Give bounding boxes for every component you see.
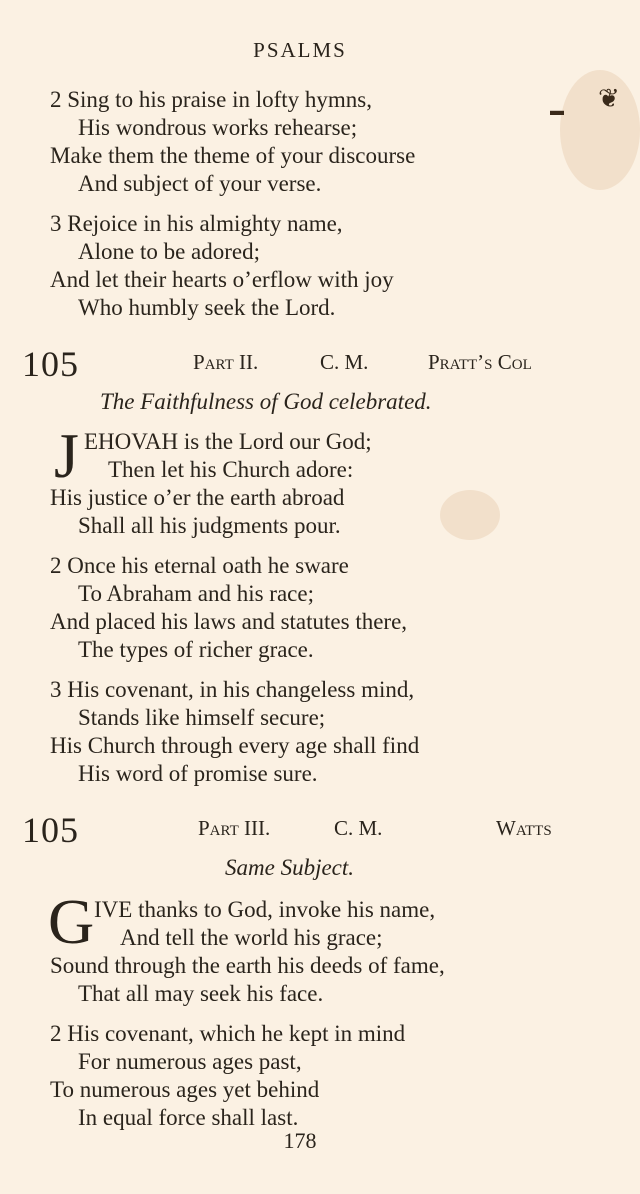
verse-line: And subject of your verse. bbox=[78, 171, 322, 196]
drop-capital: G bbox=[48, 886, 95, 957]
running-head: PSALMS bbox=[253, 38, 347, 62]
verse-line: IVE thanks to God, invoke his name, bbox=[94, 897, 436, 922]
verse-line: And placed his laws and statutes there, bbox=[50, 609, 408, 634]
verse-line: Alone to be adored; bbox=[78, 239, 261, 264]
hymn-subtitle: Same Subject. bbox=[225, 855, 355, 880]
verse-line: 2 Sing to his praise in lofty hymns, bbox=[50, 87, 372, 112]
verse-line: Then let his Church adore: bbox=[108, 457, 354, 482]
hymn-subtitle: The Faithfulness of God celebrated. bbox=[100, 389, 432, 414]
verse-line: The types of richer grace. bbox=[78, 637, 314, 662]
ink-blot: ❦ bbox=[598, 84, 620, 113]
hymn-author: Pratt’s Col bbox=[428, 350, 532, 374]
verse-line: In equal force shall last. bbox=[78, 1105, 299, 1130]
verse-line: His Church through every age shall find bbox=[50, 733, 420, 758]
verse-line: EHOVAH is the Lord our God; bbox=[84, 429, 372, 454]
verse-line: Make them the theme of your discourse bbox=[50, 143, 416, 168]
verse-line: Who humbly seek the Lord. bbox=[78, 295, 336, 320]
verse-line: That all may seek his face. bbox=[78, 981, 324, 1006]
verse-line: His word of promise sure. bbox=[78, 761, 318, 786]
verse-line: His justice o’er the earth abroad bbox=[50, 485, 345, 510]
page-number: 178 bbox=[283, 1128, 317, 1153]
verse-line: 3 Rejoice in his almighty name, bbox=[50, 211, 343, 236]
verse-line: To numerous ages yet behind bbox=[50, 1077, 320, 1102]
hymn-number: 105 bbox=[22, 810, 79, 850]
hymn-author: Watts bbox=[496, 816, 552, 840]
verse-line: Shall all his judgments pour. bbox=[78, 513, 341, 538]
verse-line: 2 His covenant, which he kept in mind bbox=[50, 1021, 406, 1046]
verse-line: And tell the world his grace; bbox=[120, 925, 383, 950]
drop-capital: J bbox=[54, 420, 79, 491]
hymn-number: 105 bbox=[22, 344, 79, 384]
hymn-part: Part II. bbox=[193, 350, 259, 374]
verse-line: Stands like himself secure; bbox=[78, 705, 326, 730]
paper-stain bbox=[440, 490, 500, 540]
verse-line: 3 His covenant, in his changeless mind, bbox=[50, 677, 415, 702]
ink-mark: ▬ bbox=[550, 104, 564, 119]
verse-line: 2 Once his eternal oath he sware bbox=[50, 553, 349, 578]
verse-line: And let their hearts o’erflow with joy bbox=[50, 267, 394, 292]
hymn-part: Part III. bbox=[198, 816, 271, 840]
verse-line: Sound through the earth his deeds of fame, bbox=[50, 953, 445, 978]
verse-line: His wondrous works rehearse; bbox=[78, 115, 358, 140]
hymn-meter: C. M. bbox=[320, 350, 369, 374]
verse-line: For numerous ages past, bbox=[78, 1049, 302, 1074]
verse-line: To Abraham and his race; bbox=[78, 581, 314, 606]
hymn-meter: C. M. bbox=[334, 816, 383, 840]
